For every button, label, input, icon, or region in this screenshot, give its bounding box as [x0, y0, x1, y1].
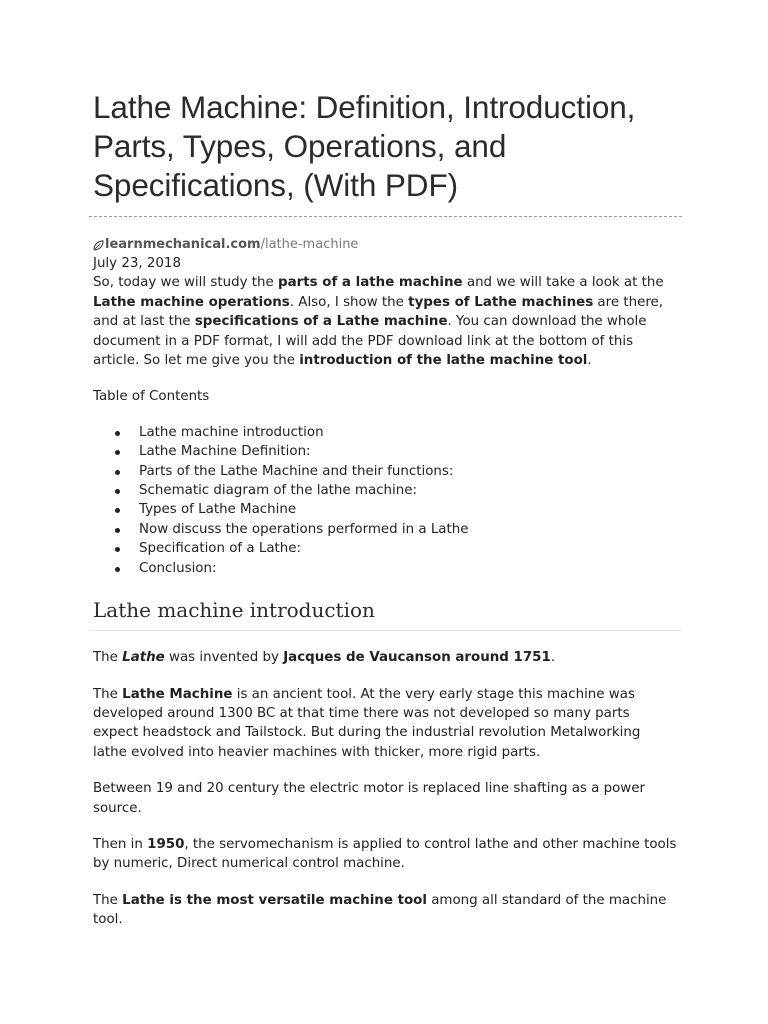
intro-text-1: So, today we will study the [93, 275, 278, 291]
bullet-icon [115, 528, 120, 533]
intro-text-4: are there, and at last the [93, 294, 664, 330]
toc-item-label: Conclusion: [139, 560, 217, 576]
p1-text-3: . [550, 650, 556, 666]
p4-text-2: , the servomechanism is applied to control lathe and other machine tools by numeric, Direct numerical control machine. [93, 836, 677, 872]
paragraph-inventor [93, 648, 678, 667]
section-heading: Lathe machine introduction [93, 598, 375, 623]
toc-item-label: Lathe Machine Definition: [139, 444, 311, 460]
site-favicon-icon [93, 240, 104, 251]
toc-item[interactable] [139, 500, 678, 519]
paragraph-motor: Between 19 and 20 century the electric motor is replaced line shafting as a power source. [93, 781, 645, 816]
source-link[interactable] [93, 236, 678, 254]
toc-item-label: Lathe machine introduction [139, 424, 324, 440]
p5-bold: Lathe is the most versatile machine tool [122, 892, 427, 908]
toc-item-label: Parts of the Lathe Machine and their functions: [139, 463, 454, 479]
section-divider [89, 630, 682, 631]
p1-bold-italic: Lathe [122, 650, 165, 666]
intro-bold-5: introduction of the lathe machine tool [299, 353, 588, 369]
bullet-icon [115, 567, 120, 572]
toc-item[interactable] [139, 520, 678, 539]
intro-bold-3: types of Lathe machines [408, 294, 594, 310]
p2-bold: Lathe Machine [122, 686, 233, 702]
toc-item-label: Schematic diagram of the lathe machine: [139, 483, 417, 499]
bullet-icon [115, 470, 120, 475]
p1-text-1: The [93, 650, 123, 666]
p2-text-2: is an ancient tool. At the very early stage this machine was developed around 1300 BC at that time there was not developed so many parts expect headstock and Tailstock. But during the industrial revolution Metalworking lathe evolved into heavier machines with thicker, more rigid parts. [93, 686, 641, 760]
intro-bold-4: specifications of a Lathe machine [194, 314, 448, 330]
bullet-icon [115, 508, 120, 513]
intro-paragraph [93, 273, 678, 370]
source-domain: learnmechanical.com [105, 237, 261, 252]
title-divider [89, 216, 682, 217]
bullet-icon [115, 547, 120, 552]
toc-item-label: Specification of a Lathe: [139, 541, 302, 557]
paragraph-history [93, 685, 678, 763]
toc-item-label: Types of Lathe Machine [139, 502, 297, 518]
article [93, 88, 678, 947]
intro-text-2: and we will take a look at the [462, 275, 664, 291]
source-path: /lathe-machine [260, 237, 359, 252]
intro-bold-2: Lathe machine operations [93, 294, 290, 310]
bullet-icon [115, 450, 120, 455]
toc-list [93, 423, 678, 578]
intro-text-6: . [587, 353, 592, 369]
bullet-icon [115, 489, 120, 494]
toc-item[interactable] [139, 442, 678, 461]
p5-text-2: among all standard of the machine tool. [93, 892, 667, 928]
page-title: Lathe Machine: Definition, Introduction, Parts, Types, Operations, and Specifications, (With PDF) [93, 89, 636, 203]
toc-item[interactable] [139, 539, 678, 558]
intro-text-3: . Also, I show the [289, 294, 409, 310]
p2-text-1: The [93, 686, 123, 702]
toc-item[interactable] [139, 559, 678, 578]
intro-text-5: . You can download the whole document in a PDF format, I will add the PDF download link at the bottom of this article. So let me give you the [93, 314, 647, 369]
bullet-icon [115, 431, 120, 436]
intro-bold-1: parts of a lathe machine [277, 275, 463, 291]
paragraph-versatile [93, 891, 678, 930]
publish-date: July 23, 2018 [93, 256, 181, 271]
toc-item[interactable] [139, 423, 678, 442]
p4-text-1: Then in [93, 836, 148, 852]
paragraph-servo [93, 835, 678, 874]
toc-item[interactable] [139, 462, 678, 481]
p1-text-2: was invented by [164, 650, 284, 666]
p5-text-1: The [93, 892, 123, 908]
toc-item[interactable] [139, 481, 678, 500]
toc-heading: Table of Contents [93, 389, 210, 405]
p1-bold: Jacques de Vaucanson around 1751 [283, 650, 551, 666]
toc-item-label: Now discuss the operations performed in a Lathe [139, 521, 469, 537]
p4-bold: 1950 [147, 836, 185, 852]
